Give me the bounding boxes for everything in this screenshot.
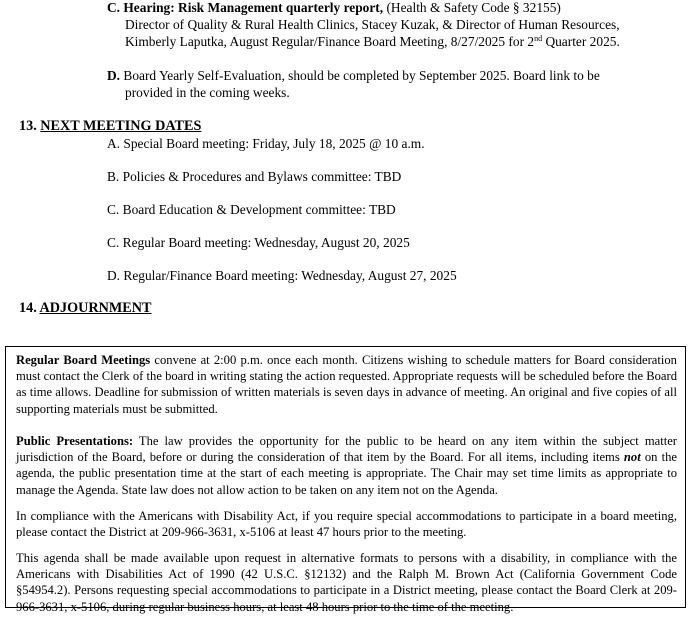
section-14-title: ADJOURNMENT	[39, 300, 152, 316]
meeting-date-item	[107, 268, 457, 284]
notice-alternative-formats: This agenda shall be made available upon request in alternative formats to persons with a disability, in compliance with the Americans with Disabilities Act of 1990 (42 U.S.C. §12132) and the Ralph M. Brown Act (California Government Code §54954.2). Persons requesting special accommodations to participate in a District meeting, please contact the Board Clerk at 209-966-3631, x-5106, during regular business hours, at least 48 hours prior to the time of the meeting.	[16, 551, 677, 614]
meeting-date-item	[107, 169, 401, 185]
agenda-item-c-heading	[107, 0, 561, 16]
notice-emphasis: not	[623, 450, 641, 465]
agenda-item-d	[107, 68, 600, 84]
notice-ada-compliance: In compliance with the Americans with Disability Act, if you require special accommodations to participate in a board meeting, please contact the District at 209-966-3631, x-5106 at least 47 hours prior to the meeting.	[16, 509, 677, 540]
agenda-item-c-line2: Director of Quality & Rural Health Clinics, Stacey Kuzak, & Director of Human Resources,	[125, 17, 620, 32]
notice-public-presentations-heading: Public Presentations:	[16, 434, 134, 448]
agenda-item-c-line3	[125, 34, 620, 50]
agenda-item-c-code: (Health & Safety Code § 32155)	[383, 0, 561, 15]
agenda-item-c-line3-text: Kimberly Laputka, August Regular/Finance Board Meeting, 8/27/2025 for 2	[125, 34, 535, 49]
notice-regular-meetings	[16, 352, 677, 417]
public-notice-box	[5, 346, 686, 614]
agenda-item-c-letter: C.	[107, 0, 121, 15]
notice-regular-meetings-heading: Regular Board Meetings	[16, 353, 151, 367]
meeting-date-text: Regular/Finance Board meeting: Wednesday, August 27, 2025	[123, 268, 457, 283]
section-13-heading	[19, 118, 201, 134]
section-13-title: NEXT MEETING DATES	[40, 118, 202, 134]
agenda-item-c-line3-end: Quarter 2025.	[542, 34, 620, 49]
section-14-heading	[19, 300, 151, 316]
meeting-date-item	[107, 235, 410, 251]
notice-public-presentations-text: The law provides the opportunity for the public to be heard on any item within the subject matter jurisdiction of the Board, before or during the consideration of that item by the Board. For all items, including items	[16, 434, 677, 465]
meeting-date-letter: D.	[107, 268, 121, 283]
agenda-item-c-title: Hearing: Risk Management quarterly report,	[123, 0, 384, 15]
meeting-date-text: Policies & Procedures and Bylaws committee: TBD	[122, 169, 402, 184]
meeting-date-text: Regular Board meeting: Wednesday, August 20, 2025	[122, 235, 410, 250]
agenda-item-d-line1: Board Yearly Self-Evaluation, should be completed by September 2025. Board link to be	[123, 68, 600, 83]
meeting-date-text: Board Education & Development committee: TBD	[122, 202, 396, 217]
section-14-number: 14.	[19, 300, 37, 316]
notice-public-presentations	[16, 433, 677, 498]
meeting-date-letter: C.	[107, 235, 120, 250]
ordinal-suffix: nd	[534, 34, 543, 43]
meeting-date-text: Special Board meeting: Friday, July 18, 2025 @ 10 a.m.	[123, 136, 425, 151]
meeting-date-item	[107, 202, 396, 218]
agenda-item-d-line2: provided in the coming weeks.	[125, 85, 290, 100]
section-13-number: 13.	[19, 118, 37, 134]
notice-public-presentations-text-end: on the agenda, the public presentation time at the start of each meeting is appropriate. The Chair may set time limits as appropriate to manage the Agenda. State law does not allow action to be taken on any item not on the Agenda.	[16, 450, 677, 497]
meeting-date-letter: B.	[107, 169, 120, 184]
agenda-item-d-letter: D.	[107, 68, 121, 83]
meeting-date-letter: A.	[107, 136, 121, 151]
notice-regular-meetings-text: convene at 2:00 p.m. once each month. Citizens wishing to schedule matters for Board consideration must contact the Clerk of the board in writing stating the action requested. Appropriate requests will be scheduled before the Board as time allows. Deadline for submission of written materials is seven days in advance of meeting. An original and five copies of all supporting materials must be submitted.	[16, 353, 677, 416]
meeting-date-letter: C.	[107, 202, 120, 217]
meeting-date-item	[107, 136, 425, 152]
